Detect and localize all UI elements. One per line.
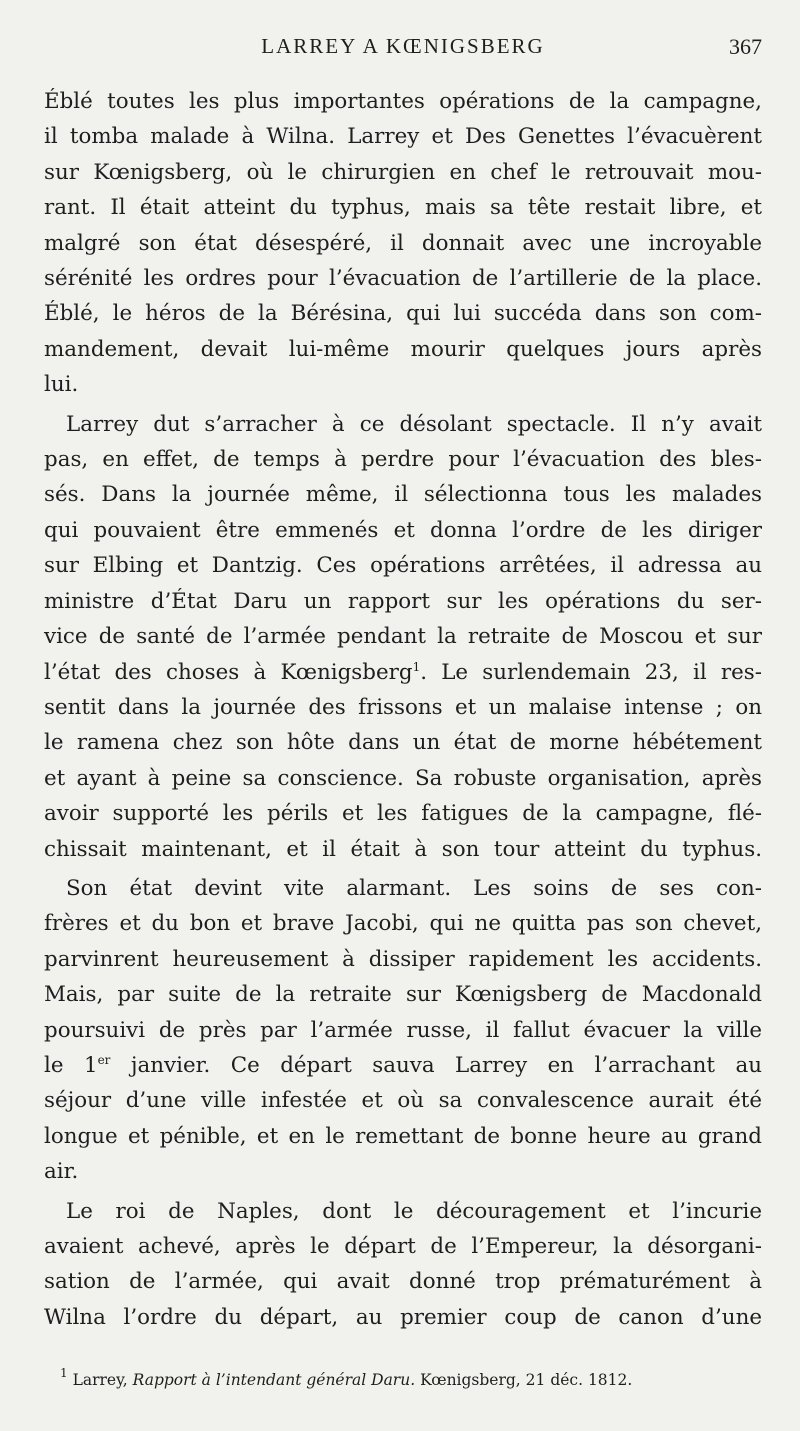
text-line: Mais, par suite de la retraite sur Kœnigsberg de Macdonald bbox=[44, 982, 762, 1008]
footnote-reference: 1 bbox=[412, 659, 421, 674]
text-line: et ayant à peine sa conscience. Sa robuste organisation, après bbox=[44, 765, 762, 791]
footnote bbox=[60, 1366, 760, 1389]
text-line: parvinrent heureusement à dissiper rapidement les accidents. bbox=[44, 946, 762, 972]
text-line: qui pouvaient être emmenés et donna l’ordre de les diriger bbox=[44, 517, 762, 543]
text-line: lui. bbox=[44, 372, 79, 398]
text-line: Éblé toutes les plus importantes opérations de la campagne, bbox=[44, 89, 762, 114]
text-line: longue et pénible, et en le remettant de bonne heure au grand bbox=[44, 1123, 762, 1149]
footnote-title: Rapport à l’intendant général Daru. bbox=[132, 1371, 416, 1389]
footnote-author: Larrey, bbox=[72, 1371, 128, 1389]
text-line: avaient achevé, après le départ de l’Empereur, la désorgani- bbox=[44, 1234, 762, 1259]
running-title: LARREY A KŒNIGSBERG bbox=[261, 34, 545, 58]
text-line-tail: janvier. Ce départ sauva Larrey en l’arrachant au bbox=[110, 1052, 762, 1078]
paragraph-4 bbox=[44, 1194, 762, 1336]
text-line: frères et du bon et brave Jacobi, qui ne quitta pas son chevet, bbox=[44, 911, 762, 937]
text-line: chissait maintenant, et il était à son tour atteint du typhus. bbox=[44, 836, 762, 862]
page-number: 367 bbox=[729, 34, 762, 59]
text-line: sation de l’armée, qui avait donné trop prématurément à bbox=[44, 1269, 762, 1295]
text-line: Le roi de Naples, dont le découragement et l’incurie bbox=[66, 1198, 762, 1224]
text-line: Wilna l’ordre du départ, au premier coup de canon d’une bbox=[44, 1304, 762, 1330]
page-header bbox=[44, 34, 762, 64]
text-line: mandement, devait lui-même mourir quelques jours après bbox=[44, 336, 762, 362]
text-line: sentit dans la journée des frissons et un malaise intense ; on bbox=[44, 694, 762, 720]
text-line: Son état devint vite alarmant. Les soins de ses con- bbox=[66, 875, 762, 901]
text-line: sur Elbing et Dantzig. Ces opérations arrêtées, il adressa au bbox=[44, 553, 762, 579]
ordinal-superscript: er bbox=[97, 1052, 111, 1067]
body-text bbox=[44, 84, 762, 1339]
text-line: rant. Il était atteint du typhus, mais sa tête restait libre, et bbox=[44, 195, 762, 221]
text-line: Larrey dut s’arracher à ce désolant spectacle. Il n’y avait bbox=[66, 411, 762, 437]
text-line: sés. Dans la journée même, il sélectionna tous les malades bbox=[44, 482, 762, 508]
paragraph-3 bbox=[44, 871, 762, 1190]
text-line: sérénité les ordres pour l’évacuation de l’artillerie de la place. bbox=[44, 266, 762, 292]
text-line bbox=[44, 1048, 762, 1083]
text-line: malgré son état désespéré, il donnait avec une incroyable bbox=[44, 230, 762, 256]
footnote-place-date: Kœnigsberg, 21 déc. 1812. bbox=[420, 1371, 633, 1389]
text-line: séjour d’une ville infestée et où sa convalescence aurait été bbox=[44, 1088, 762, 1114]
text-line-head: le 1 bbox=[44, 1052, 98, 1078]
paragraph-1 bbox=[44, 84, 762, 403]
text-line: sur Kœnigsberg, où le chirurgien en chef le retrouvait mou- bbox=[44, 159, 762, 185]
text-line bbox=[44, 655, 762, 690]
text-line: le ramena chez son hôte dans un état de morne hébétement bbox=[44, 730, 762, 756]
text-line: avoir supporté les périls et les fatigues de la campagne, flé- bbox=[44, 801, 762, 827]
text-line: pas, en effet, de temps à perdre pour l’évacuation des bles- bbox=[44, 447, 762, 473]
text-line: Éblé, le héros de la Bérésina, qui lui succéda dans son com- bbox=[44, 301, 762, 327]
text-line: poursuivi de près par l’armée russe, il fallut évacuer la ville bbox=[44, 1017, 762, 1043]
text-line: vice de santé de l’armée pendant la retraite de Moscou et sur bbox=[44, 624, 762, 650]
text-line-head: l’état des choses à Kœnigsberg bbox=[44, 659, 413, 685]
text-line-tail: . Le surlendemain 23, il res- bbox=[420, 659, 762, 685]
text-line: air. bbox=[44, 1159, 79, 1185]
paragraph-2 bbox=[44, 407, 762, 867]
footnote-marker: 1 bbox=[60, 1366, 68, 1380]
text-line: ministre d’État Daru un rapport sur les opérations du ser- bbox=[44, 588, 762, 614]
text-line: il tomba malade à Wilna. Larrey et Des Genettes l’évacuèrent bbox=[44, 124, 762, 150]
